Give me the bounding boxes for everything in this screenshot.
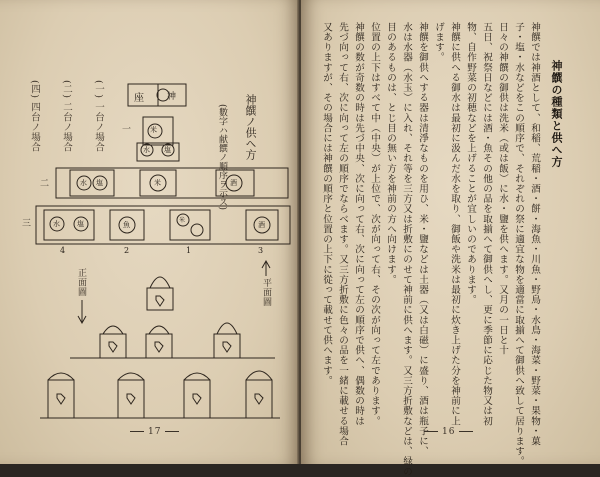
text-column: 五日、祝祭日などには酒・魚その他の品を取揃へて御供へし、更に季節に応じた物又は初 — [481, 22, 492, 426]
order-number: 2 — [124, 246, 130, 255]
tray-char: 米 — [150, 126, 157, 134]
tray-char: 水 — [143, 146, 150, 154]
order-number: 1 — [186, 246, 192, 255]
label-one: 一 — [122, 125, 132, 135]
tray-char: 塩 — [77, 220, 84, 228]
text-column: 神饌に供へる御水は最初に汲んだ水を取り、御飯や洗米は最初に炊き上げた分を神前に上 — [449, 22, 460, 426]
tray-char: 米 — [179, 217, 186, 224]
front-view-label: 正面圖 — [76, 268, 86, 297]
tray-char: 米 — [154, 179, 161, 187]
text-column: 又ありますが、その場合には神饌の順序と位置の上下に從って載せて供へます。 — [321, 22, 332, 386]
text-column: 神饌を御供へする器は清淨なものを用ひ、米・鹽などは土器（又は白磁）に盛り、酒は瓶子に、 — [417, 22, 428, 457]
front-view-stands — [40, 277, 280, 418]
page-number-right: 16 — [420, 427, 477, 437]
page-number-left: 17 — [126, 427, 183, 437]
left-page — [0, 0, 299, 464]
tray-char: 水 — [53, 220, 60, 228]
legend-one: (一) 一台ノ場合 — [93, 80, 104, 152]
plan-view-label: 平面圖 — [261, 278, 271, 307]
order-number: 3 — [258, 246, 264, 255]
label-two: 二 — [40, 179, 50, 189]
text-column: 神饌では神酒として、和稲、荒稲・酒・餅・海魚・川魚・野鳥・水鳥・海菜・野菜・果物・菓 — [529, 22, 540, 447]
text-column: 水は水器（水玉）に入れ、それ等を三方又は折敷にのせて神前に供へます。又三方折敷などは、緑の — [401, 22, 412, 477]
altar-label: 座 — [134, 93, 144, 104]
text-column: 先づ向って右、次に向って左の順序でならべます。又三方折敷に色々の品を一緒に載せる場合 — [337, 22, 348, 447]
label-three: 三 — [22, 219, 32, 229]
offering-diagram — [0, 0, 299, 464]
text-column: 目のあるものは、とじ目の無い方を神前の方へ向けます。 — [385, 22, 396, 285]
handwritten-note: (數字ハ献饌ノ順序ヲ示ス) — [217, 104, 227, 211]
text-column: 位置の上下はすべて中（中央）が上位で、次が向って右、その次が向って左であります。 — [369, 22, 380, 426]
text-column: 子・塩・水などをこの順序で、それぞれの祭に適宜な物を適當に取揃へて御供へ致して居ります。 — [513, 22, 524, 467]
tray-char: 酒 — [230, 179, 237, 187]
text-column: 日々の神饌の御供は洗米（或は飯）に水・鹽を供へます。又月の一日と十 — [497, 22, 508, 356]
section-title: 神饌の種類と供へ方 — [550, 60, 563, 168]
order-number: 4 — [60, 246, 66, 255]
tray-char: 魚 — [123, 221, 130, 229]
tray-char: 塩 — [96, 179, 103, 187]
legend-four: (四) 四台ノ場合 — [29, 80, 40, 152]
handwritten-title: 神饌ノ供ヘ方 — [244, 94, 257, 160]
tray-char: 酒 — [258, 221, 265, 229]
text-column: 物、自作野菜の初穂などを上げることが宜しいのであります。 — [465, 22, 476, 305]
altar-mark: 神 — [167, 92, 177, 102]
tray-char: 水 — [80, 179, 87, 187]
text-column: 神饌の数が奇数の時は先づ中央、次に向って右、次に向って左の順序で供へ、偶数の時は — [353, 22, 364, 426]
tray-char: 塩 — [164, 146, 171, 154]
text-column: げます。 — [433, 22, 444, 63]
legend-two: (二) 二台ノ場合 — [61, 80, 72, 152]
